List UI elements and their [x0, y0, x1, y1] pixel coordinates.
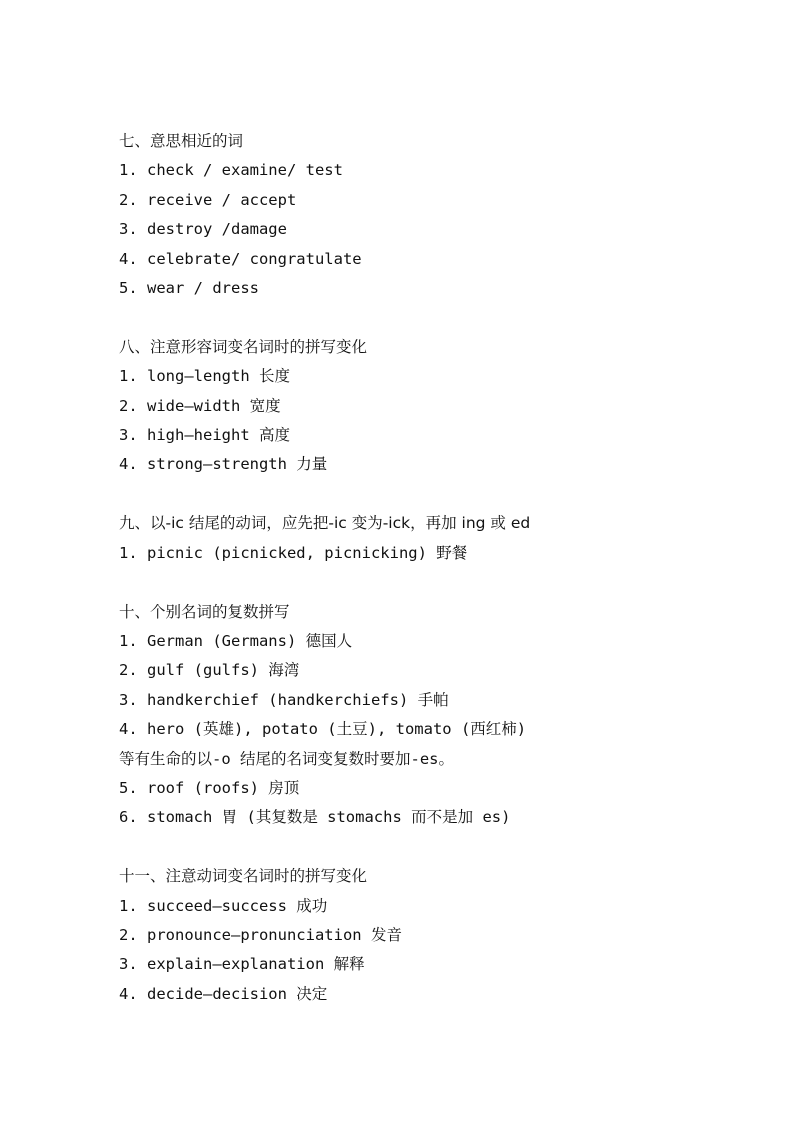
list-item: 2. pronounce—pronunciation 发音 — [119, 925, 402, 944]
section-verb-to-noun — [119, 862, 679, 1009]
list-item: 1. succeed—success 成功 — [119, 896, 328, 915]
list-item: 1. picnic (picnicked, picnicking) 野餐 — [119, 543, 468, 562]
list-item: 1. German (Germans) 德国人 — [119, 631, 353, 650]
document-page — [119, 127, 679, 1039]
list-item-note: 等有生命的以-o 结尾的名词变复数时要加-es。 — [119, 749, 454, 768]
list-item: 4. celebrate/ congratulate — [119, 249, 362, 268]
list-item: 5. roof (roofs) 房顶 — [119, 778, 300, 797]
section-heading: 十、个别名词的复数拼写 — [119, 602, 290, 621]
list-item: 4. decide—decision 决定 — [119, 984, 328, 1003]
list-item: 2. gulf (gulfs) 海湾 — [119, 661, 300, 680]
list-item: 1. check / examine/ test — [119, 161, 343, 180]
list-item: 3. explain—explanation 解释 — [119, 955, 365, 974]
section-heading: 九、以-ic 结尾的动词，应先把-ic 变为-ick，再加 ing 或 ed — [119, 514, 531, 533]
list-item: 1. long—length 长度 — [119, 367, 290, 386]
list-item: 3. high—height 高度 — [119, 426, 290, 445]
list-item: 4. strong—strength 力量 — [119, 455, 328, 474]
section-heading: 十一、注意动词变名词时的拼写变化 — [119, 867, 368, 886]
section-noun-plurals — [119, 598, 679, 833]
list-item: 4. hero (英雄), potato (土豆), tomato (西红柿) — [119, 720, 527, 739]
list-item: 5. wear / dress — [119, 278, 259, 297]
list-item: 3. handkerchief (handkerchiefs) 手帕 — [119, 690, 449, 709]
list-item: 6. stomach 胃 (其复数是 stomachs 而不是加 es) — [119, 808, 511, 827]
section-adjective-to-noun — [119, 333, 679, 480]
list-item: 3. destroy /damage — [119, 220, 287, 239]
section-heading: 七、意思相近的词 — [119, 132, 244, 150]
list-item: 2. receive / accept — [119, 190, 297, 209]
section-similar-words — [119, 127, 679, 303]
list-item: 2. wide—width 宽度 — [119, 396, 281, 415]
section-heading: 八、注意形容词变名词时的拼写变化 — [119, 337, 368, 356]
section-ic-verbs — [119, 509, 679, 568]
